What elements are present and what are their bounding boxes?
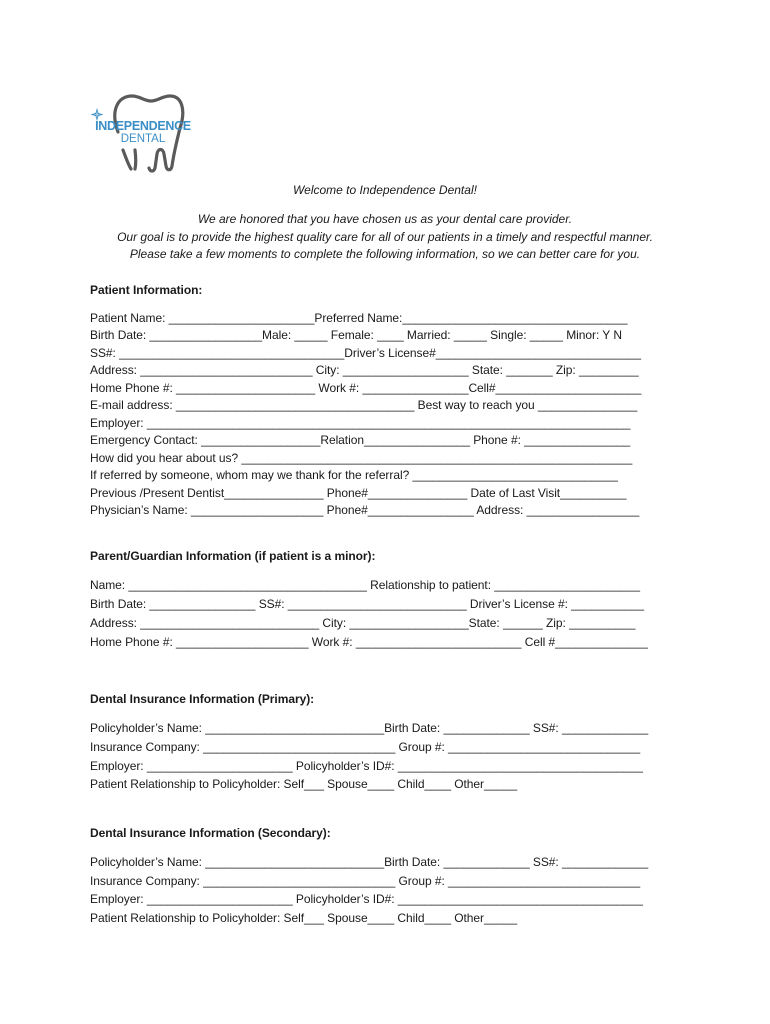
secondary-relationship-field[interactable]: Patient Relationship to Policyholder: Self___ Spouse____ Child____ Other_____: [90, 911, 518, 925]
email-field[interactable]: E-mail address: ____________________________________ Best way to reach you _______________: [90, 398, 638, 412]
logo-name-line2: DENTAL: [120, 133, 166, 145]
logo-name-line1: INDEPENDENCE: [95, 119, 191, 133]
secondary-policyholder-name-field[interactable]: Policyholder’s Name: ___________________________Birth Date: _____________ SS#: _____________: [90, 855, 649, 869]
welcome-title: Welcome to Independence Dental!: [293, 183, 477, 197]
emergency-contact-field[interactable]: Emergency Contact: __________________Relation________________ Phone #: ________________: [90, 433, 631, 447]
referred-by-field[interactable]: If referred by someone, whom may we thank for the referral? _______________________________: [90, 468, 618, 482]
previous-dentist-field[interactable]: Previous /Present Dentist_______________ Phone#_______________ Date of Last Visit__________: [90, 486, 627, 500]
primary-policyholder-name-field[interactable]: Policyholder’s Name: ___________________________Birth Date: _____________ SS#: _____________: [90, 721, 649, 735]
independence-dental-logo: [88, 88, 198, 178]
guardian-address-field[interactable]: Address: ___________________________ City: __________________State: ______ Zip: __________: [90, 616, 636, 630]
referral-source-field[interactable]: How did you hear about us? ___________________________________________________________: [90, 451, 633, 465]
guardian-birth-date-field[interactable]: Birth Date: ________________ SS#: ___________________________ Driver’s License #: ___________: [90, 597, 645, 611]
secondary-employer-field[interactable]: Employer: ______________________ Policyholder’s ID#: _____________________________________: [90, 892, 643, 906]
primary-insurance-company-field[interactable]: Insurance Company: _____________________________ Group #: _____________________________: [90, 740, 641, 754]
guardian-phone-field[interactable]: Home Phone #: ____________________ Work #: _________________________ Cell #______________: [90, 635, 648, 649]
patient-name-field[interactable]: Patient Name: ______________________Preferred Name:__________________________________: [90, 311, 628, 325]
patient-info-heading: Patient Information:: [90, 283, 203, 297]
birth-date-field[interactable]: Birth Date: _________________Male: _____ Female: ____ Married: _____ Single: _____ Minor: Y N: [90, 328, 622, 342]
primary-employer-field[interactable]: Employer: ______________________ Policyholder’s ID#: _____________________________________: [90, 759, 643, 773]
welcome-line: Please take a few moments to complete the following information, so we can better care for you.: [129, 247, 641, 261]
guardian-info-heading: Parent/Guardian Information (if patient is a minor):: [90, 549, 376, 563]
primary-relationship-field[interactable]: Patient Relationship to Policyholder: Self___ Spouse____ Child____ Other_____: [90, 777, 518, 791]
primary-insurance-heading: Dental Insurance Information (Primary):: [90, 692, 315, 706]
guardian-name-field[interactable]: Name: ____________________________________ Relationship to patient: ______________________: [90, 578, 641, 592]
secondary-insurance-company-field[interactable]: Insurance Company: _____________________________ Group #: _____________________________: [90, 874, 641, 888]
home-phone-field[interactable]: Home Phone #: _____________________ Work #: ________________Cell#______________________: [90, 381, 642, 395]
address-field[interactable]: Address: __________________________ City: ___________________ State: _______ Zip: _________: [90, 363, 639, 377]
physician-name-field[interactable]: Physician’s Name: ____________________ Phone#________________ Address: _________________: [90, 503, 640, 517]
welcome-line: Our goal is to provide the highest quality care for all of our patients in a timely and respectful manner.: [117, 230, 653, 244]
secondary-insurance-heading: Dental Insurance Information (Secondary):: [90, 826, 331, 840]
employer-field[interactable]: Employer: _________________________________________________________________________: [90, 416, 631, 430]
ssn-field[interactable]: SS#: __________________________________Driver’s License#_______________________________: [90, 346, 642, 360]
welcome-line: We are honored that you have chosen us as your dental care provider.: [197, 212, 573, 226]
